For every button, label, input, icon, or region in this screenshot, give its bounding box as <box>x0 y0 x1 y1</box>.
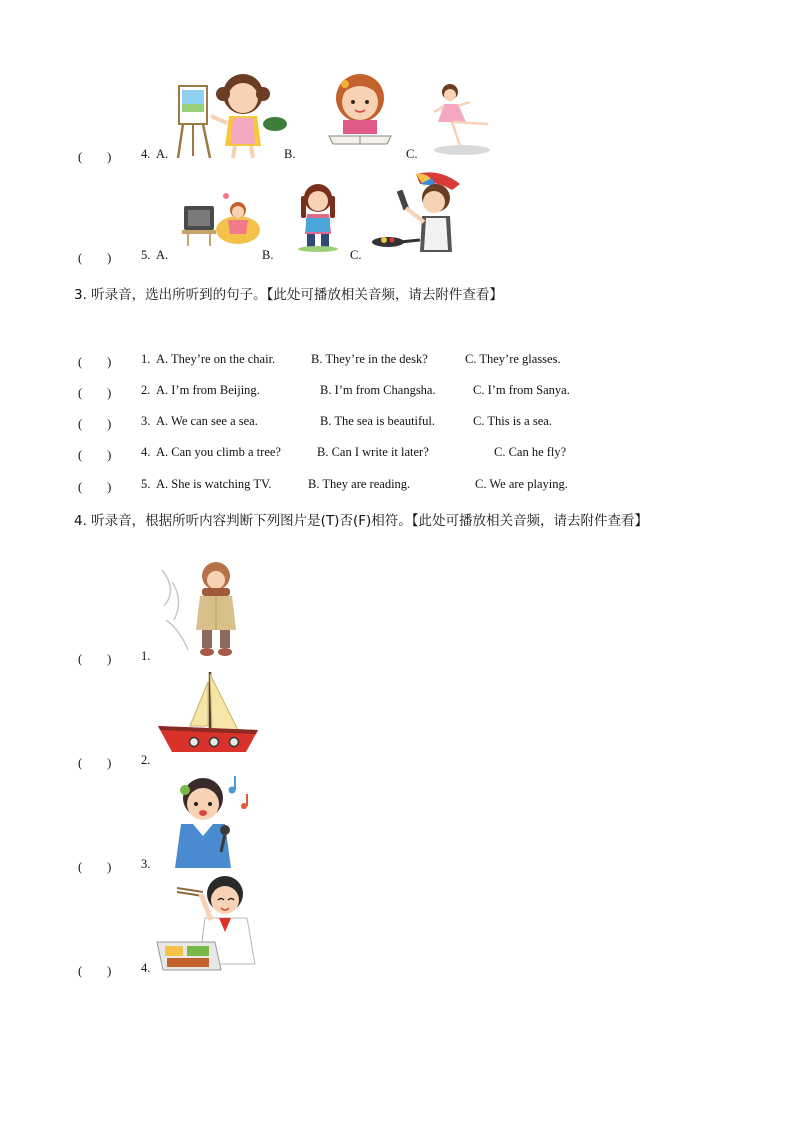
option-c: C. I’m from Sanya. <box>473 383 570 397</box>
option-a: A. I’m from Beijing. <box>156 383 260 397</box>
question-number: 2. <box>141 753 151 767</box>
question-number: 3. <box>141 857 151 871</box>
answer-blank[interactable]: ( ) <box>78 355 112 369</box>
question-number: 1. <box>141 649 151 663</box>
question-number: 4. <box>141 147 151 161</box>
option-b: B. Can I write it later? <box>317 445 429 459</box>
option-a: A. They’re on the chair. <box>156 352 276 366</box>
option-a: A. Can you climb a tree? <box>156 445 281 459</box>
question-number: 1. <box>141 352 151 366</box>
option-b-label: B. <box>262 248 274 262</box>
option-c: C. We are playing. <box>475 477 568 491</box>
question-number: 5. <box>141 248 151 262</box>
girl-reading-icon <box>295 182 341 252</box>
option-b: B. I’m from Changsha. <box>320 383 436 397</box>
answer-blank[interactable]: ( ) <box>78 417 112 431</box>
option-c: C. Can he fly? <box>494 445 567 459</box>
option-c: C. They’re glasses. <box>465 352 561 366</box>
question-number: 2. <box>141 383 151 397</box>
sailboat-icon <box>156 668 260 758</box>
girl-cooking-icon <box>370 170 466 256</box>
girl-writing-icon <box>325 70 395 146</box>
answer-blank[interactable]: ( ) <box>78 150 112 164</box>
girl-dancing-icon <box>430 82 492 156</box>
girl-watching-tv-icon <box>180 188 262 250</box>
answer-blank[interactable]: ( ) <box>78 251 112 265</box>
section-heading: 4. 听录音，根据所听内容判断下列图片是(T)否(F)相符。【此处可播放相关音频，请去附件查看】 <box>74 513 648 529</box>
option-b-label: B. <box>284 147 296 161</box>
section-heading: 3. 听录音，选出所听到的句子。【此处可播放相关音频，请去附件查看】 <box>74 287 503 303</box>
option-a: A. We can see a sea. <box>156 414 258 428</box>
girl-painting-icon <box>175 68 290 160</box>
question-number: 3. <box>141 414 151 428</box>
answer-blank[interactable]: ( ) <box>78 860 112 874</box>
option-b: B. They’re in the desk? <box>311 352 428 366</box>
answer-blank[interactable]: ( ) <box>78 480 112 494</box>
boy-singing-icon <box>165 768 257 870</box>
option-c-label: C. <box>406 147 418 161</box>
boy-eating-icon <box>155 872 261 974</box>
question-number: 4. <box>141 961 151 975</box>
answer-blank[interactable]: ( ) <box>78 386 112 400</box>
option-a-label: A. <box>156 248 169 262</box>
option-a: A. She is watching TV. <box>156 477 272 491</box>
question-number: 5. <box>141 477 151 491</box>
answer-blank[interactable]: ( ) <box>78 652 112 666</box>
option-c-label: C. <box>350 248 362 262</box>
answer-blank[interactable]: ( ) <box>78 756 112 770</box>
answer-blank[interactable]: ( ) <box>78 448 112 462</box>
answer-blank[interactable]: ( ) <box>78 964 112 978</box>
option-b: B. The sea is beautiful. <box>320 414 436 428</box>
cold-girl-icon <box>158 560 238 660</box>
question-number: 4. <box>141 445 151 459</box>
option-a-label: A. <box>156 147 169 161</box>
option-b: B. They are reading. <box>308 477 411 491</box>
option-c: C. This is a sea. <box>473 414 552 428</box>
